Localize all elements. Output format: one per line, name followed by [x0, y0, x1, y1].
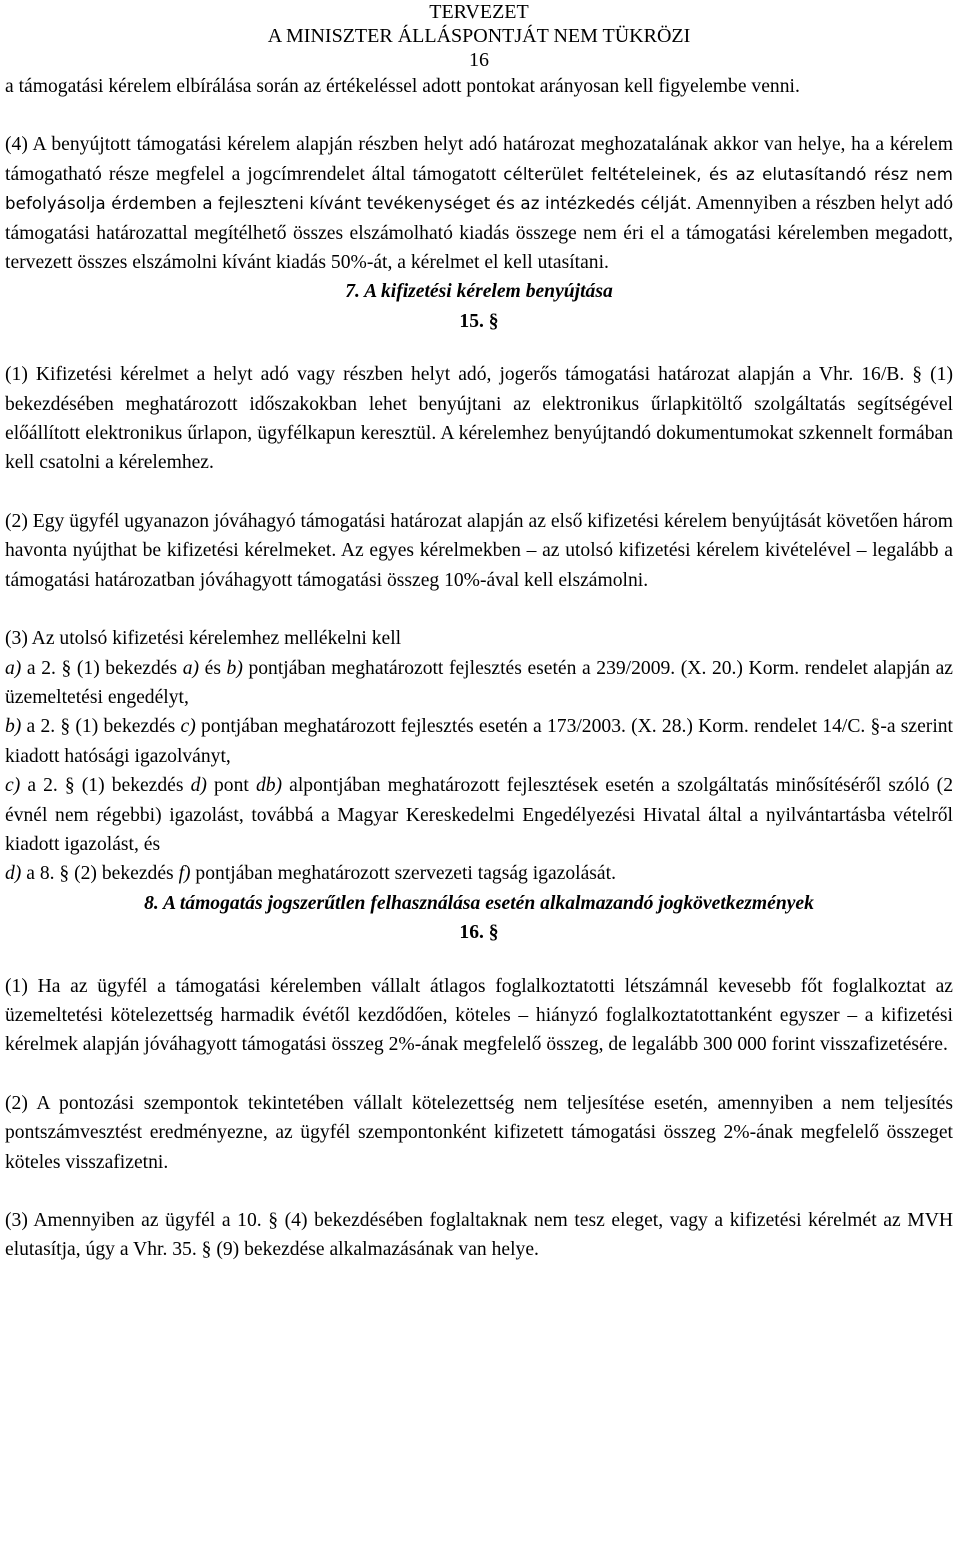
list-item-b — [5, 712, 953, 771]
section-8-title: 8. A támogatás jogszerűtlen felhasználása esetén alkalmazandó jogkövetkezmények — [144, 892, 814, 914]
section-7-title: 7. A kifizetési kérelem benyújtása — [345, 281, 613, 303]
item-c-letter: c) — [5, 775, 21, 797]
draft-label: TERVEZET — [429, 1, 529, 23]
paragraph-4-text-c: Amennyiben a részben helyt adó támogatási határozattal megítélhető összes elszámolható kiadás összege nem éri el a támogatási kérelemben megadott, tervezett összes elszámolni kívánt kiadás 50%-át, a kérelmet el kell utasítani. — [5, 193, 954, 274]
item-d-text-2: pontjában meghatározott szervezeti tagság igazolását. — [190, 863, 616, 885]
item-d-ref-f: f) — [178, 863, 191, 885]
paragraph-4-text-b: célterület feltételeinek, és az elutasítandó rész nem befolyásolja érdemben a fejleszteni kívánt tevékenységet és az intézkedés célját. — [5, 164, 953, 214]
page-number: 16 — [469, 49, 489, 71]
item-d-text-1: a 8. § (2) bekezdés — [21, 863, 179, 885]
section-16-heading: 16. § — [459, 922, 499, 944]
item-a-letter: a) — [5, 657, 22, 679]
paragraph-continuation: a támogatási kérelem elbírálása során az értékeléssel adott pontokat arányosan kell figyelembe venni. — [5, 76, 800, 97]
item-a-ref-b: b) — [226, 657, 243, 679]
item-c-text-2: pont — [206, 775, 256, 797]
item-b-text-2: pontjában meghatározott fejlesztés esetén a 173/2003. (X. 28.) Korm. rendelet 14/C. §-a szerint kiadott hatósági igazolványt, — [5, 716, 954, 767]
list-item-c — [5, 771, 953, 859]
item-b-ref-c: c) — [180, 716, 196, 738]
paragraph-4 — [5, 130, 953, 277]
item-c-text-1: a 2. § (1) bekezdés — [20, 775, 191, 797]
list-item-d — [5, 859, 953, 888]
item-c-ref-db: db) — [255, 775, 283, 797]
item-a-ref-a: a) — [182, 657, 200, 679]
item-a-text-3: pontjában meghatározott fejlesztés esetén a 239/2009. (X. 20.) Korm. rendelet alapján az üzemeltetési engedélyt, — [5, 657, 953, 708]
item-a-text-1: a 2. § (1) bekezdés — [21, 657, 183, 679]
item-d-letter: d) — [5, 863, 22, 885]
item-b-text-1: a 2. § (1) bekezdés — [21, 716, 181, 738]
item-c-text-3: alpontjában meghatározott fejlesztések esetén a szolgáltatás minősítéséről szóló (2 évnél nem régebbi) igazolást, továbbá a Magyar Kereskedelmi Engedélyezési Hivatal által a nyilvántartásba vételről kiadott igazolást, és — [5, 775, 954, 855]
list-item-a — [5, 654, 953, 713]
page-header — [5, 0, 953, 72]
section-15-heading: 15. § — [459, 310, 499, 332]
paragraph-15-3-intro: (3) Az utolsó kifizetési kérelemhez mellékelni kell — [5, 628, 402, 650]
paragraph-16-2: (2) A pontozási szempontok tekintetében vállalt kötelezettség nem teljesítése esetén, amennyiben a nem teljesítés pontszámvesztést eredményezne, az ügyfél szempontonként kifizetett támogatási összeg 2%-ának megfelelő összeget köteles visszafizetni. — [5, 1092, 953, 1173]
paragraph-15-1: (1) Kifizetési kérelmet a helyt adó vagy részben helyt adó, jogerős támogatási határozat alapján a Vhr. 16/B. § (1) bekezdésében meghatározott időszakokban lehet benyújtani az elektronikus űrlapkitöltő szolgáltatás segítségével előállított elektronikus űrlapon, ügyfélkapun keresztül. A kérelemhez benyújtandó dokumentumokat szkennelt formában kell csatolni a kérelemhez. — [5, 364, 953, 474]
paragraph-16-1: (1) Ha az ügyfél a támogatási kérelemben vállalt átlagos foglalkoztatotti létszámnál kevesebb főt foglalkoztat az üzemeltetési kötelezettség harmadik évétől kezdődően, köteles – hiányzó foglalkoztatottanként egyszer – a kifizetési kérelmek alapján jóváhagyott támogatási összeg 2%-ának megfelelő összeg, de legalább 300 000 forint visszafizetésére. — [5, 975, 953, 1056]
paragraph-4-text-a: (4) A benyújtott támogatási kérelem alapján részben helyt adó határozat meghozatalának akkor van helye, ha a kérelem támogatható része megfelel a jogcímrendelet által támogatott — [5, 134, 953, 185]
paragraph-15-2: (2) Egy ügyfél ugyanazon jóváhagyó támogatási határozat alapján az első kifizetési kérelem benyújtását követően három havonta nyújthat be kifizetési kérelmeket. Az egyes kérelmekben – az utolsó kifizetési kérelem kivételével – legalább a támogatási határozatban jóváhagyott támogatási összeg 10%-ával kell elszámolni. — [5, 510, 953, 591]
item-b-letter: b) — [5, 716, 22, 738]
disclaimer-label: A MINISZTER ÁLLÁSPONTJÁT NEM TÜKRÖZI — [267, 25, 691, 47]
item-a-text-2: és — [199, 657, 227, 679]
item-c-ref-d: d) — [190, 775, 207, 797]
paragraph-16-3: (3) Amennyiben az ügyfél a 10. § (4) bekezdésében foglaltaknak nem tesz eleget, vagy a kifizetési kérelmét az MVH elutasítja, úgy a Vhr. 35. § (9) bekezdése alkalmazásának van helye. — [5, 1210, 953, 1261]
